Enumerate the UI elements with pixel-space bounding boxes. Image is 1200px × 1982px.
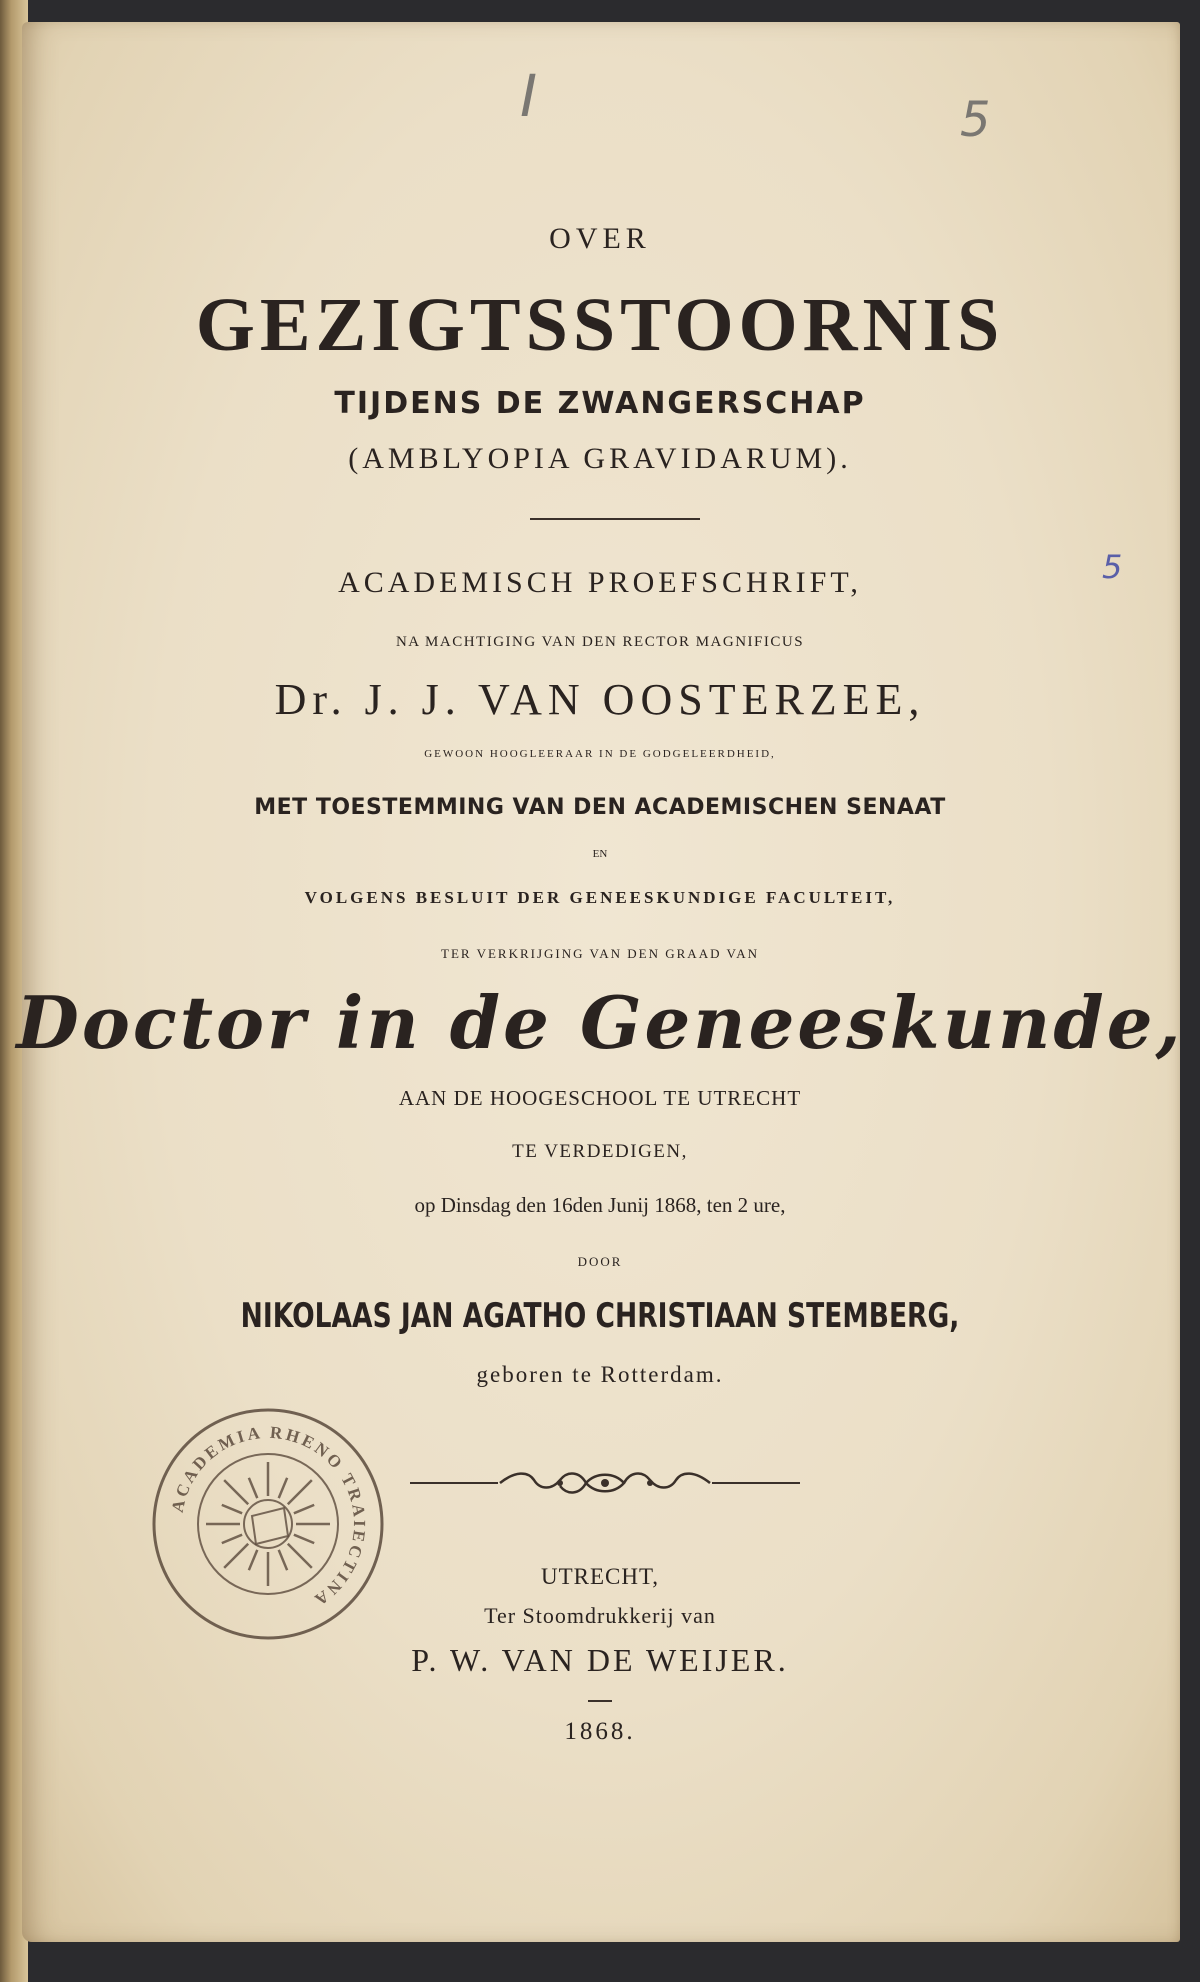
degree-title: Doctor in de Geneeskunde, [16, 980, 1184, 1065]
rector-name: Dr. J. J. VAN OOSTERZEE, [274, 675, 926, 724]
degree-intro: TER VERKRIJGING VAN DEN GRAAD VAN [441, 946, 759, 961]
sun-ray [222, 1535, 242, 1543]
latin-title: (AMBLYOPIA GRAVIDARUM). [348, 442, 852, 475]
imprint-press: Ter Stoomdrukkerij van [484, 1603, 716, 1628]
main-title: GEZIGTSSTOORNIS [195, 283, 1005, 367]
title-over: OVER [549, 222, 651, 255]
sun-ray [294, 1535, 314, 1543]
by-line: DOOR [577, 1254, 623, 1269]
rector-title: GEWOON HOOGLEERAAR IN DE GODGELEERDHEID, [424, 748, 776, 760]
decorative-ornament-rule [410, 1466, 800, 1500]
university-line: AAN DE HOOGESCHOOL TE UTRECHT [398, 1086, 802, 1110]
handwritten-margin-mark: 5 [1102, 548, 1123, 586]
defend-line: TE VERDEDIGEN, [512, 1141, 688, 1162]
sun-ray [294, 1505, 314, 1513]
senate-consent: MET TOESTEMMING VAN DEN ACADEMISCHEN SENAAT [254, 795, 946, 820]
authorization-line: NA MACHTIGING VAN DEN RECTOR MAGNIFICUS [395, 634, 805, 650]
author-birthplace: geboren te Rotterdam. [476, 1362, 724, 1387]
author-name: NIKOLAAS JAN AGATHO CHRISTIAAN STEMBERG, [240, 1296, 960, 1336]
sun-ray [288, 1480, 312, 1504]
subtitle: TIJDENS DE ZWANGERSCHAP [334, 386, 866, 421]
sun-ray [224, 1480, 248, 1504]
imprint-printer: P. W. VAN DE WEIJER. [411, 1642, 789, 1678]
seal-lettering: ACADEMIA RHENO TRAIECTINA [167, 1422, 370, 1611]
sun-ray [249, 1478, 257, 1498]
imprint-city: UTRECHT, [540, 1564, 660, 1589]
title-divider-rule [530, 518, 700, 520]
handwritten-mark-left: I [520, 62, 538, 130]
faculty-decision: VOLGENS BESLUIT DER GENEESKUNDIGE FACULTEIT, [304, 888, 896, 907]
sun-ray [279, 1478, 287, 1498]
thesis-type: ACADEMISCH PROEFSCHRIFT, [338, 566, 862, 599]
defense-date: op Dinsdag den 16den Junij 1868, ten 2 ure, [414, 1193, 786, 1217]
sun-ray [222, 1505, 242, 1513]
handwritten-mark-right: 5 [960, 92, 991, 148]
conjunction-en: EN [592, 848, 608, 860]
imprint-short-rule [588, 1700, 612, 1702]
publication-year: 1868. [564, 1718, 636, 1745]
